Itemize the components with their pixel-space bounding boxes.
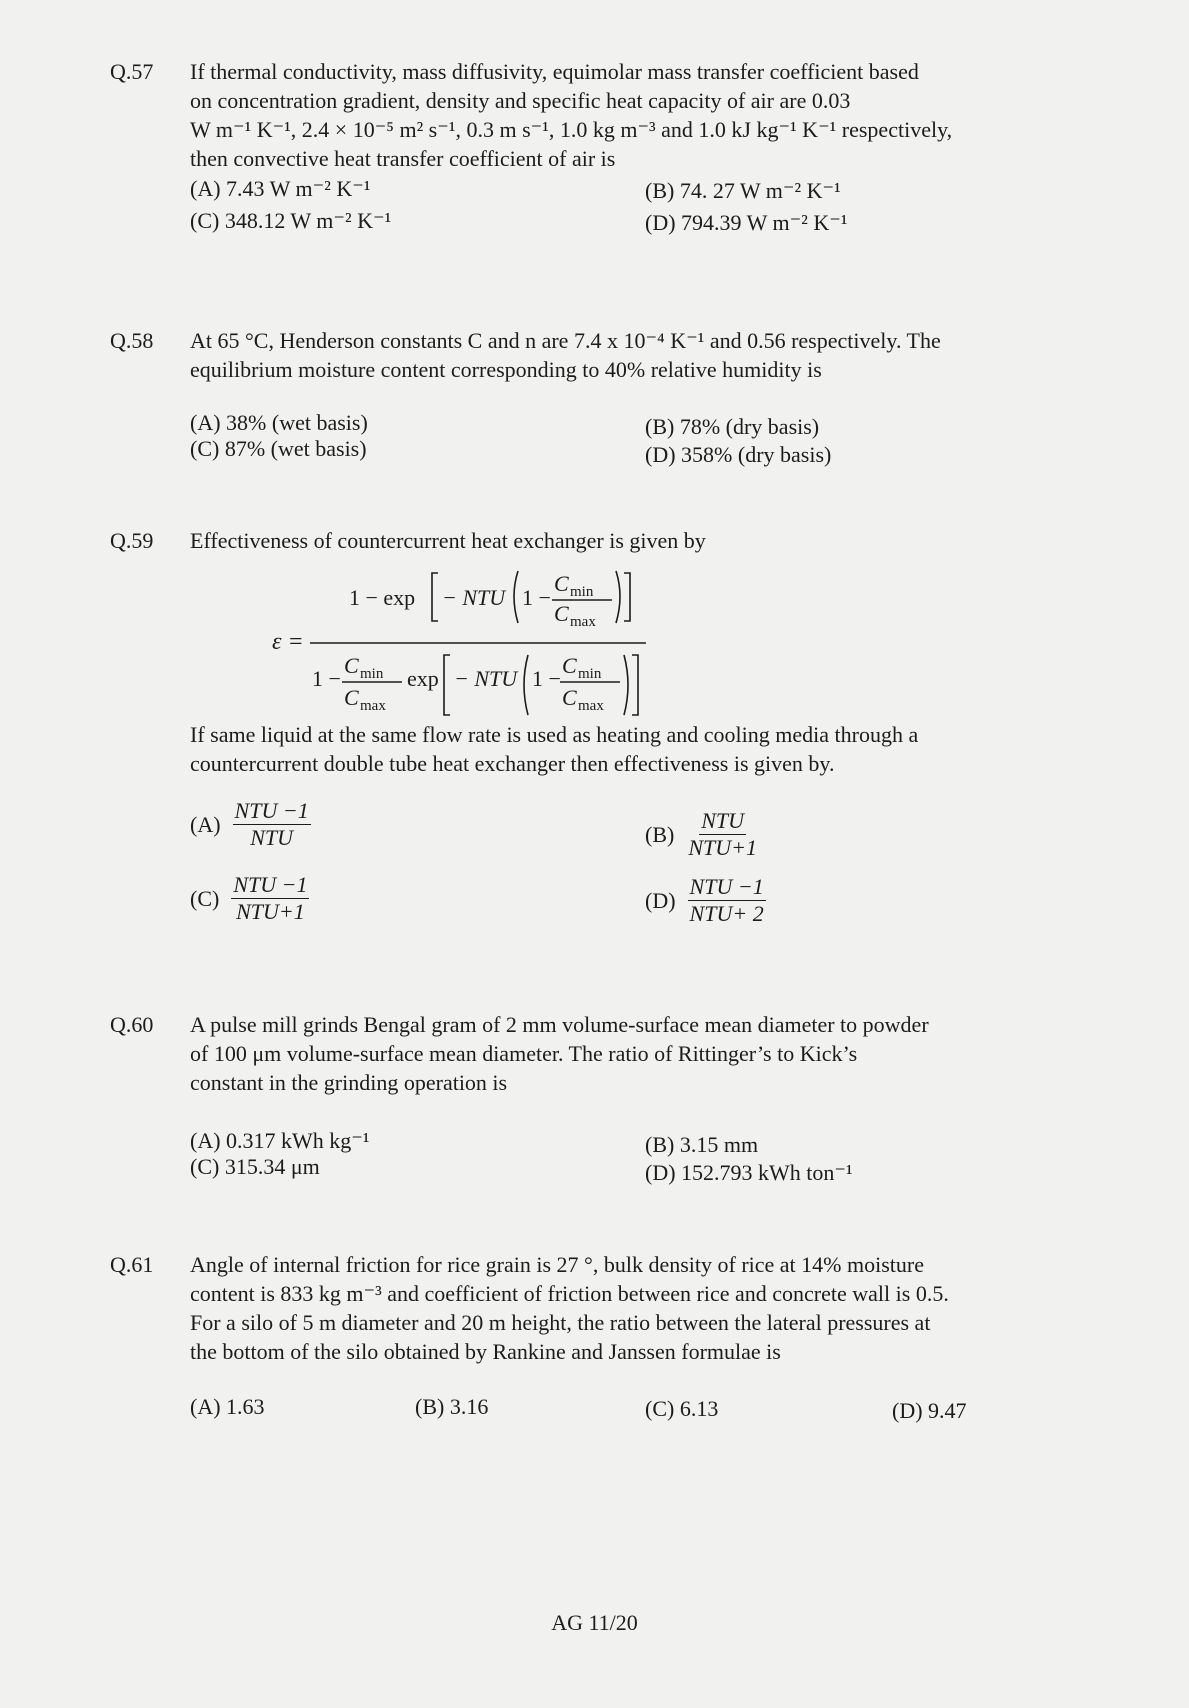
question-number: Q.60 — [110, 1012, 154, 1037]
option-c: (C) 87% (wet basis) — [190, 436, 367, 461]
right-bracket — [624, 573, 630, 621]
question-61 — [110, 1250, 1070, 1370]
question-line: the bottom of the silo obtained by Rankine and Janssen formulae is — [190, 1339, 781, 1364]
question-line: At 65 °C, Henderson constants C and n are 7.4 x 10⁻⁴ K⁻¹ and 0.56 respectively. The — [190, 328, 941, 353]
den-cmax2-c: C — [562, 685, 577, 710]
cmin-c: C — [554, 571, 569, 596]
option-label: (A) — [190, 811, 221, 837]
question-number: Q.57 — [110, 59, 154, 84]
question-text — [190, 1250, 1070, 1366]
option-a: (A) 1.63 — [190, 1394, 265, 1419]
ntu-term: − NTU — [442, 585, 506, 610]
option-fraction — [231, 872, 309, 925]
option-fraction — [686, 808, 759, 861]
right-paren — [616, 571, 620, 623]
question-text — [190, 326, 1070, 384]
option-d: (D) 794.39 W m⁻² K⁻¹ — [645, 210, 848, 235]
question-number: Q.61 — [110, 1252, 154, 1277]
fraction-numerator: NTU −1 — [233, 872, 308, 897]
den-left-bracket — [444, 655, 450, 715]
den-right-bracket — [632, 655, 638, 715]
option-fraction — [233, 798, 311, 851]
numerator-exp: 1 − exp — [349, 585, 416, 610]
cmax-sub: max — [570, 614, 596, 630]
option-b: (B) 74. 27 W m⁻² K⁻¹ — [645, 178, 841, 203]
option-d: (D) 358% (dry basis) — [645, 442, 832, 467]
fraction-denominator: NTU+1 — [688, 835, 757, 860]
question-line: If thermal conductivity, mass diffusivity, equimolar mass transfer coefficient based — [190, 59, 919, 84]
fraction-denominator: NTU — [250, 825, 294, 850]
option-d: (D) 152.793 kWh ton⁻¹ — [645, 1160, 853, 1185]
question-line: content is 833 kg m⁻³ and coefficient of friction between rice and concrete wall is 0.5. — [190, 1281, 949, 1306]
left-paren — [514, 571, 518, 623]
option-fraction — [688, 874, 766, 927]
page-footer: AG 11/20 — [551, 1610, 638, 1635]
den-cmax-c: C — [344, 685, 359, 710]
option-c: (C) 315.34 μm — [190, 1154, 320, 1179]
question-line: W m⁻¹ K⁻¹, 2.4 × 10⁻⁵ m² s⁻¹, 0.3 m s⁻¹, 1.0 kg m⁻³ and 1.0 kJ kg⁻¹ K⁻¹ respectively, — [190, 117, 953, 142]
option-label: (C) — [190, 885, 220, 911]
den-cmin2-c: C — [562, 653, 577, 678]
question-line: countercurrent double tube heat exchanger then effectiveness is given by. — [190, 751, 835, 776]
one-minus: 1 − — [522, 585, 551, 610]
option-a: (A) 38% (wet basis) — [190, 410, 368, 435]
question-60 — [110, 1010, 1070, 1102]
den-ntu-term: − NTU — [454, 666, 518, 691]
option-c: (C) 348.12 W m⁻² K⁻¹ — [190, 208, 392, 233]
fraction-numerator: NTU −1 — [234, 798, 309, 823]
den-right-paren — [624, 655, 628, 715]
option-label: (B) — [645, 821, 675, 847]
den-one-minus2: 1 − — [532, 666, 561, 691]
question-text — [190, 526, 1070, 555]
option-a: (A) 0.317 kWh kg⁻¹ — [190, 1128, 370, 1153]
den-cmin2-sub: min — [578, 666, 602, 682]
option-c — [190, 872, 309, 925]
question-text — [190, 720, 1070, 778]
question-number: Q.59 — [110, 528, 154, 553]
question-line: then convective heat transfer coefficient of air is — [190, 146, 616, 171]
fraction-denominator: NTU+1 — [236, 899, 305, 924]
cmin-sub: min — [570, 584, 594, 600]
question-text — [190, 1010, 1070, 1097]
option-a — [190, 798, 311, 851]
denominator-one-minus: 1 − — [312, 666, 341, 691]
den-cmin-sub: min — [360, 666, 384, 682]
question-line: constant in the grinding operation is — [190, 1070, 508, 1095]
question-line: Angle of internal friction for rice grain is 27 °, bulk density of rice at 14% moisture — [190, 1252, 924, 1277]
option-c: (C) 6.13 — [645, 1396, 719, 1421]
fraction-denominator: NTU+ 2 — [689, 901, 764, 926]
question-line: of 100 μm volume-surface mean diameter. The ratio of Rittinger’s to Kick’s — [190, 1041, 858, 1066]
den-left-paren — [524, 655, 528, 715]
option-b — [645, 808, 759, 861]
fraction-numerator: NTU −1 — [689, 874, 764, 899]
question-57 — [110, 57, 1070, 177]
den-cmax2-sub: max — [578, 698, 604, 714]
question-59 — [110, 526, 1070, 558]
effectiveness-equation — [262, 563, 682, 723]
question-line: For a silo of 5 m diameter and 20 m height, the ratio between the lateral pressures at — [190, 1310, 931, 1335]
question-line: equilibrium moisture content corresponding to 40% relative humidity is — [190, 357, 822, 382]
option-a: (A) 7.43 W m⁻² K⁻¹ — [190, 176, 371, 201]
question-59-continued — [110, 720, 1070, 782]
fraction-numerator: NTU — [701, 808, 745, 833]
den-exp: exp — [407, 666, 439, 691]
question-line: A pulse mill grinds Bengal gram of 2 mm volume-surface mean diameter to powder — [190, 1012, 929, 1037]
option-b: (B) 3.15 mm — [645, 1132, 759, 1157]
option-d: (D) 9.47 — [892, 1398, 967, 1423]
left-bracket — [432, 573, 438, 621]
question-number: Q.58 — [110, 328, 154, 353]
option-label: (D) — [645, 887, 676, 913]
question-line: If same liquid at the same flow rate is used as heating and cooling media through a — [190, 722, 919, 747]
den-cmax-sub: max — [360, 698, 386, 714]
question-58 — [110, 326, 1070, 388]
equation-lhs: ε = — [272, 629, 304, 655]
question-text — [190, 57, 1070, 173]
option-b: (B) 3.16 — [415, 1394, 489, 1419]
den-cmin-c: C — [344, 653, 359, 678]
option-d — [645, 874, 766, 927]
question-line: Effectiveness of countercurrent heat exchanger is given by — [190, 528, 706, 553]
question-line: on concentration gradient, density and specific heat capacity of air are 0.03 — [190, 88, 851, 113]
option-b: (B) 78% (dry basis) — [645, 414, 820, 439]
cmax-c: C — [554, 601, 569, 626]
